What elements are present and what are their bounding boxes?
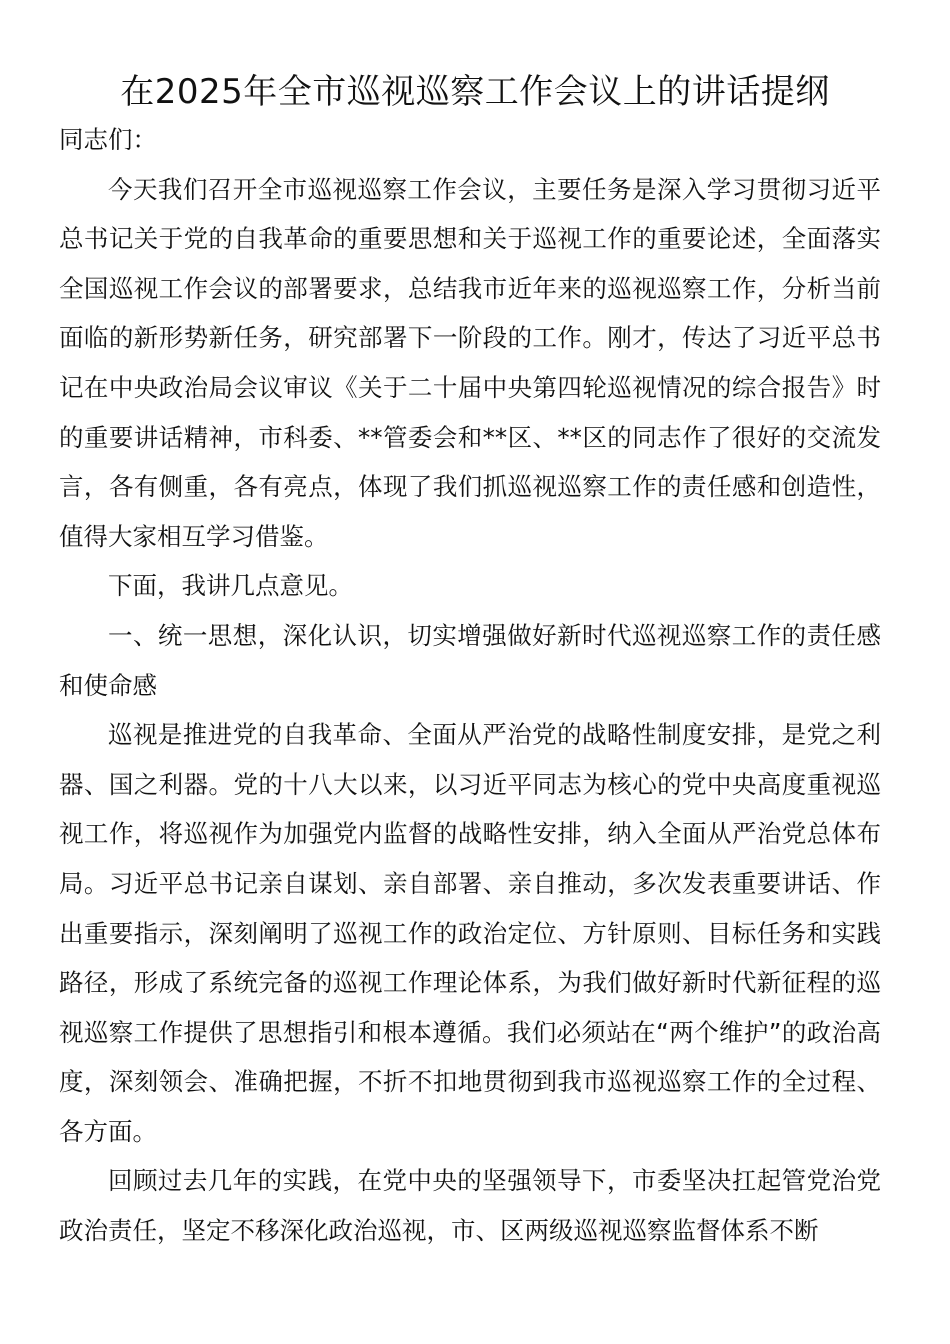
section-1-paragraph: 巡视是推进党的自我革命、全面从严治党的战略性制度安排，是党之利器、国之利器。党的十八大以来，以习近平同志为核心的党中央高度重视巡视工作，将巡视作为加强党内监督的战略性安排，纳入全面从严治党总体布局。习近平总书记亲自谋划、亲自部署、亲自推动，多次发表重要讲话、作出重要指示，深刻阐明了巡视工作的政治定位、方针原则、目标任务和实践路径，形成了系统完备的巡视工作理论体系，为我们做好新时代新征程的巡视巡察工作提供了思想指引和根本遵循。我们必须站在“两个维护”的政治高度，深刻领会、准确把握，不折不扣地贯彻到我市巡视巡察工作的全过程、各方面。	[59, 720, 881, 1146]
section-heading-1: 一、统一思想，深化认识，切实增强做好新时代巡视巡察工作的责任感和使命感	[59, 620, 881, 700]
section-1-paragraph: 回顾过去几年的实践，在党中央的坚强领导下，市委坚决扛起管党治党政治责任，坚定不移深化政治巡视，市、区两级巡视巡察监督体系不断	[59, 1166, 881, 1246]
salutation: 同志们：	[59, 125, 157, 154]
paragraph-transition: 下面，我讲几点意见。	[108, 571, 353, 601]
document-body	[59, 115, 881, 1256]
document-title: 在2025年全市巡视巡察工作会议上的讲话提纲	[120, 72, 830, 112]
paragraph-intro: 今天我们召开全市巡视巡察工作会议，主要任务是深入学习贯彻习近平总书记关于党的自我革命的重要思想和关于巡视工作的重要论述，全面落实全国巡视工作会议的部署要求，总结我市近年来的巡视巡察工作，分析当前面临的新形势新任务，研究部署下一阶段的工作。刚才，传达了习近平总书记在中央政治局会议审议《关于二十届中央第四轮巡视情况的综合报告》时的重要讲话精神，市科委、**管委会和**区、**区的同志作了很好的交流发言，各有侧重，各有亮点，体现了我们抓巡视巡察工作的责任感和创造性，值得大家相互学习借鉴。	[59, 174, 881, 551]
